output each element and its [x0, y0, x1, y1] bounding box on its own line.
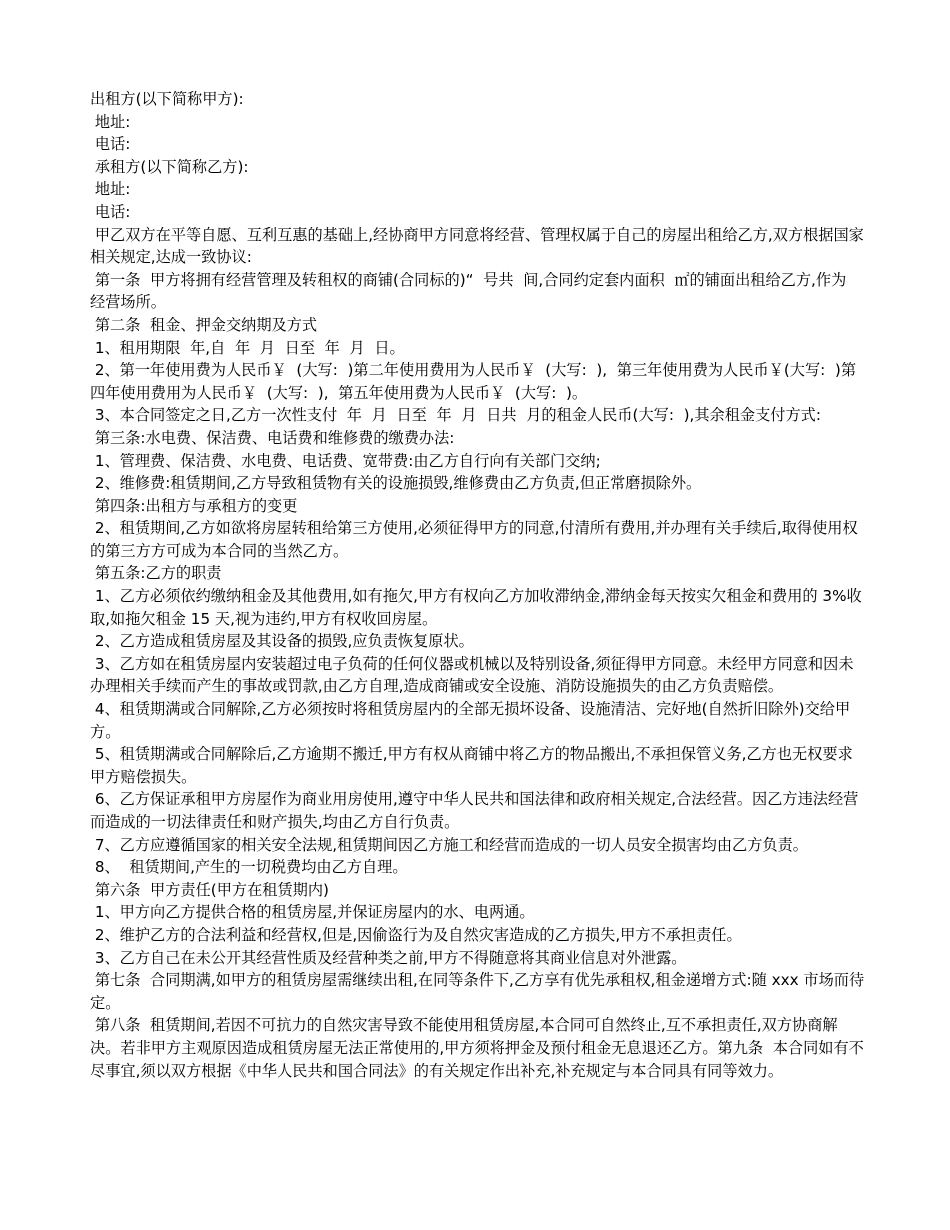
party-a-heading: 出租方(以下简称甲方): [90, 90, 244, 108]
party-b-heading: 承租方(以下简称乙方): [90, 157, 249, 176]
party-b-address: 地址: [90, 180, 131, 199]
preamble: 甲乙双方在平等自愿、互利互惠的基础上,经协商甲方同意将经营、管理权属于自己的房屋出租给乙方,双方根据国家相关规定,达成一致协议: [90, 225, 864, 267]
article-6-item-1: 1、甲方向乙方提供合格的租赁房屋,并保证房屋内的水、电两通。 [90, 903, 535, 922]
article-2-item-1: 1、租用期限 年,自 年 月 日至 年 月 日。 [90, 338, 405, 357]
article-6-item-3: 3、乙方自己在未公开其经营性质及经营种类之前,甲方不得随意将其商业信息对外泄露。 [90, 948, 687, 967]
article-2-item-3: 3、本合同签定之日,乙方一次性支付 年 月 日至 年 月 日共 月的租金人民币(大写: ),其余租金支付方式: [90, 406, 821, 425]
article-5-item-8: 8、 租赁期间,产生的一切税费均由乙方自理。 [90, 858, 408, 877]
article-5-item-3: 3、乙方如在租赁房屋内安装超过电子负荷的任何仪器或机械以及特别设备,须征得甲方同意。未经甲方同意和因未办理相关手续而产生的事故或罚款,由乙方自理,造成商铺或安全设施、消防设施损失的由乙方负责赔偿。 [90, 654, 854, 696]
article-3-heading: 第三条:水电费、保洁费、电话费和维修费的缴费办法: [90, 428, 455, 447]
article-7: 第七条 合同期满,如甲方的租赁房屋需继续出租,在同等条件下,乙方享有优先承租权,租金递增方式:随 xxx 市场而待定。 [90, 971, 865, 1012]
article-5-item-2: 2、乙方造成租赁房屋及其设备的损毁,应负责恢复原状。 [90, 632, 474, 651]
article-3-item-2: 2、维修费:租赁期间,乙方导致租赁物有关的设施损毁,维修费由乙方负责,但正常磨损除外。 [90, 474, 702, 493]
article-5-item-5: 5、租赁期满或合同解除后,乙方逾期不搬迁,甲方有权从商铺中将乙方的物品搬出,不承担保管义务,乙方也无权要求甲方赔偿损失。 [90, 745, 853, 786]
article-1: 第一条 甲方将拥有经营管理及转租权的商铺(合同标的)“ 号共 间,合同约定套内面积 ㎡的铺面出租给乙方,作为 经营场所。 [90, 270, 856, 312]
article-5-item-6: 6、乙方保证承租甲方房屋作为商业用房使用,遵守中华人民共和国法律和政府相关规定,合法经营。因乙方违法经营而造成的一切法律责任和财产损失,均由乙方自行负责。 [90, 790, 859, 831]
article-8-9: 第八条 租赁期间,若因不可抗力的自然灾害导致不能使用租赁房屋,本合同可自然终止,互不承担责任,双方协商解决。若非甲方主观原因造成租赁房屋无法正常使用的,甲方须将押金及预付租金无息退还乙方。第九条 本合同如有不尽事宜,须以双方根据《中华人民共和国合同法》的有关规定作出补充,补充规定与本合同具有同等效力。 [90, 1016, 864, 1080]
party-b-phone: 电话: [90, 202, 131, 221]
article-2-item-2: 2、第一年使用费为人民币￥ (大写: )第二年使用费用为人民币￥ (大写: ), 第三年使用费为人民币￥(大写: )第四年使用费用为人民币￥ (大写: ), 第五年使用费为人民币￥ (大写: )。 [90, 361, 857, 402]
party-a-phone: 电话: [90, 135, 131, 154]
article-5-item-4: 4、租赁期满或合同解除,乙方必须按时将租赁房屋内的全部无损坏设备、设施清洁、完好地(自然折旧除外)交给甲方。 [90, 700, 851, 741]
contract-document [90, 88, 865, 1082]
party-a-address: 地址: [90, 112, 131, 131]
article-3-item-1: 1、管理费、保洁费、水电费、电话费、宽带费:由乙方自行向有关部门交纳; [90, 451, 601, 470]
article-2-heading: 第二条 租金、押金交纳期及方式 [90, 315, 318, 334]
article-5-heading: 第五条:乙方的职责 [90, 564, 222, 583]
article-6-heading: 第六条 甲方责任(甲方在租赁期内) [90, 880, 329, 899]
article-5-item-7: 7、乙方应遵循国家的相关安全法规,租赁期间因乙方施工和经营而造成的一切人员安全损害均由乙方负责。 [90, 835, 808, 854]
article-6-item-2: 2、维护乙方的合法利益和经营权,但是,因偷盗行为及自然灾害造成的乙方损失,甲方不承担责任。 [90, 925, 742, 944]
article-5-item-1: 1、乙方必须依约缴纳租金及其他费用,如有拖欠,甲方有权向乙方加收滞纳金,滞纳金每天按实欠租金和费用的 3%收取,如拖欠租金 15 天,视为违约,甲方有权收回房屋。 [90, 587, 862, 628]
article-4-heading: 第四条:出租方与承租方的变更 [90, 496, 298, 515]
article-4-item-2: 2、租赁期间,乙方如欲将房屋转租给第三方使用,必须征得甲方的同意,付清所有费用,并办理有关手续后,取得使用权的第三方方可成为本合同的当然乙方。 [90, 519, 858, 560]
